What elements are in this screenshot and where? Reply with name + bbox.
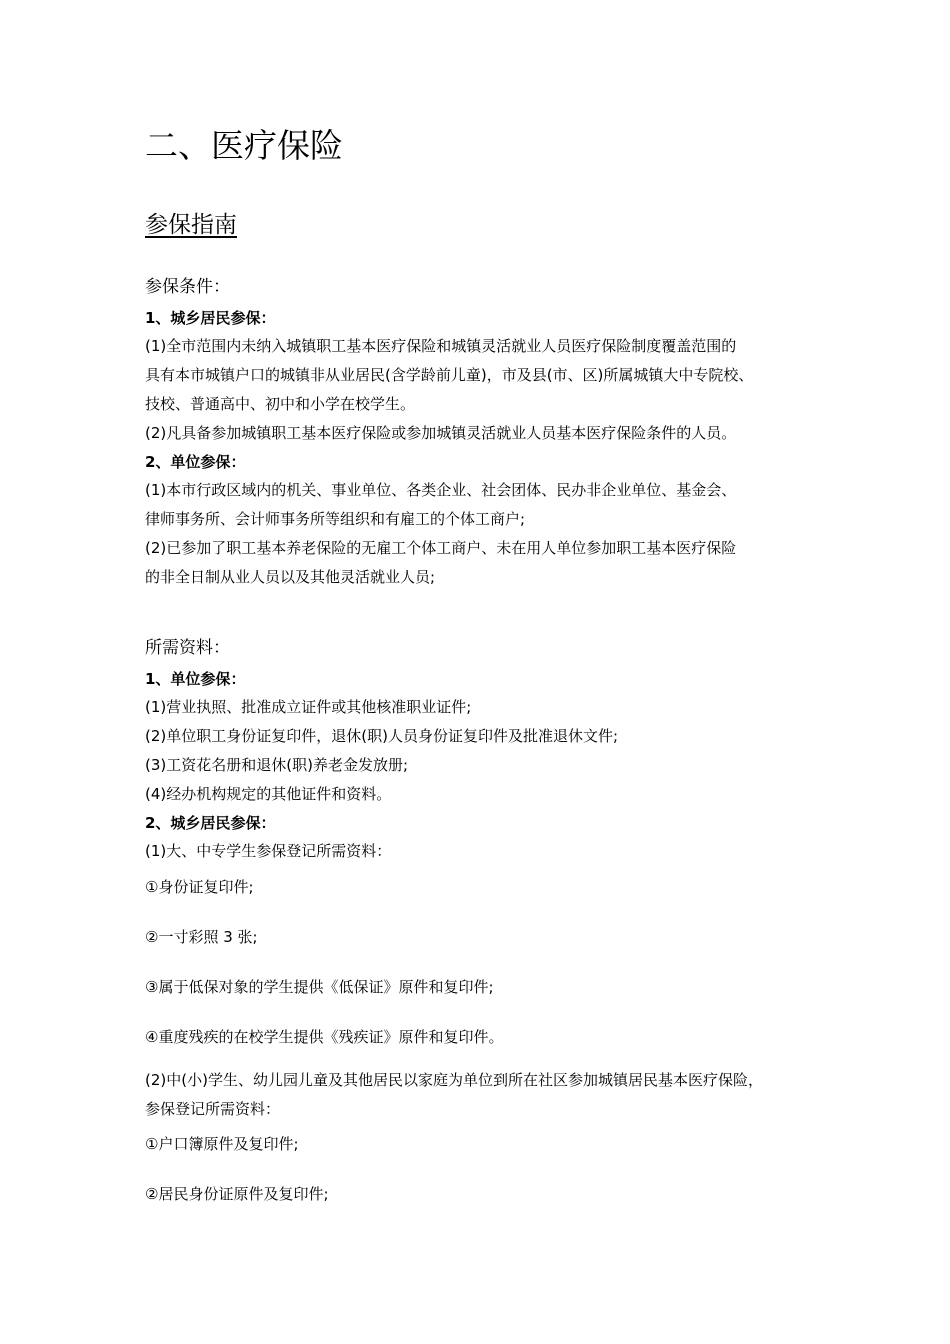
paragraph-line: (2)中(小)学生、幼儿园儿童及其他居民以家庭为单位到所在社区参加城镇居民基本医疗保险，: [145, 1071, 763, 1089]
list-item: (4)经办机构规定的其他证件和资料。: [145, 785, 392, 803]
conditions-unit-label: 2、单位参保：: [145, 453, 246, 471]
list-item: ①户口簿原件及复印件;: [145, 1135, 299, 1153]
paragraph-line: (2)已参加了职工基本养老保险的无雇工个体工商户、未在用人单位参加职工基本医疗保险: [145, 539, 737, 557]
paragraph-line: 技校、普通高中、初中和小学在校学生。: [145, 395, 416, 413]
materials-heading: 所需资料：: [145, 638, 230, 658]
list-item: ②一寸彩照 3 张;: [145, 928, 258, 946]
list-item: ②居民身份证原件及复印件;: [145, 1185, 329, 1203]
list-item: (1)营业执照、批准成立证件或其他核准职业证件;: [145, 698, 472, 716]
paragraph-line: 律师事务所、会计师事务所等组织和有雇工的个体工商户;: [145, 510, 526, 528]
list-item: ④重度残疾的在校学生提供《残疾证》原件和复印件。: [145, 1028, 504, 1046]
page-title: 二、医疗保险: [145, 126, 343, 165]
materials-residents-label: 2、城乡居民参保：: [145, 814, 276, 832]
paragraph-line: 具有本市城镇户口的城镇非从业居民(含学龄前儿童)，市及县(市、区)所属城镇大中专院校、: [145, 366, 754, 384]
list-item: ③属于低保对象的学生提供《低保证》原件和复印件;: [145, 978, 494, 996]
list-item: (2)单位职工身份证复印件，退休(职)人员身份证复印件及批准退休文件;: [145, 727, 619, 745]
paragraph-line: 参保登记所需资料：: [145, 1100, 281, 1118]
section-title: 参保指南: [145, 212, 237, 238]
paragraph-line: 的非全日制从业人员以及其他灵活就业人员;: [145, 568, 436, 586]
conditions-residents-label: 1、城乡居民参保：: [145, 309, 276, 327]
paragraph-line: (1)大、中专学生参保登记所需资料：: [145, 842, 392, 860]
paragraph-line: (1)全市范围内未纳入城镇职工基本医疗保险和城镇灵活就业人员医疗保险制度覆盖范围的: [145, 337, 737, 355]
paragraph-line: (1)本市行政区域内的机关、事业单位、各类企业、社会团体、民办非企业单位、基金会、: [145, 481, 737, 499]
list-item: (3)工资花名册和退休(职)养老金发放册;: [145, 756, 409, 774]
materials-unit-label: 1、单位参保：: [145, 670, 246, 688]
paragraph-line: (2)凡具备参加城镇职工基本医疗保险或参加城镇灵活就业人员基本医疗保险条件的人员。: [145, 424, 737, 442]
conditions-heading: 参保条件：: [145, 277, 230, 297]
list-item: ①身份证复印件;: [145, 878, 254, 896]
